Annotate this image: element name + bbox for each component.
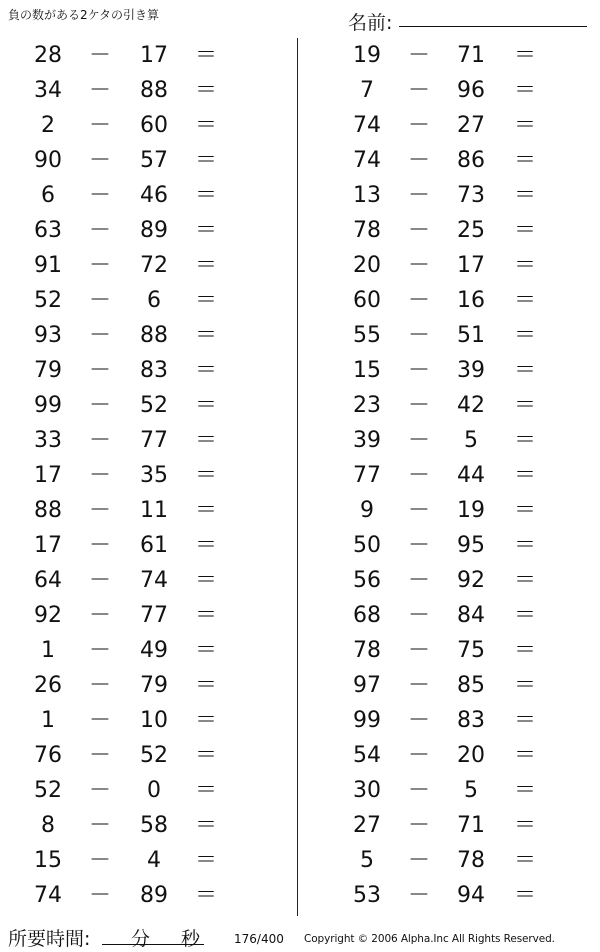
subtrahend: 60 [140,113,168,138]
minus-sign: － [88,113,111,138]
minus-sign: － [407,533,430,558]
minuend: 56 [353,568,381,593]
equals-sign: ＝ [194,183,217,208]
subtrahend: 49 [140,638,168,663]
equals-sign: ＝ [513,288,536,313]
equals-sign: ＝ [194,148,217,173]
minuend: 15 [353,358,381,383]
problem-row [0,633,280,668]
minus-sign: － [407,673,430,698]
subtrahend: 85 [457,673,485,698]
worksheet-title: 負の数がある2ケタの引き算 [8,8,160,22]
minus-sign: － [407,428,430,453]
equals-sign: ＝ [513,358,536,383]
subtrahend: 0 [147,778,161,803]
minus-sign: － [88,533,111,558]
problem-row [0,458,280,493]
subtrahend: 27 [457,113,485,138]
problem-row [319,563,599,598]
minus-sign: － [407,743,430,768]
minuend: 7 [360,78,374,103]
equals-sign: ＝ [513,533,536,558]
equals-sign: ＝ [194,463,217,488]
subtrahend: 17 [457,253,485,278]
minus-sign: － [407,498,430,523]
equals-sign: ＝ [513,603,536,628]
minuend: 33 [34,428,62,453]
minus-sign: － [88,148,111,173]
equals-sign: ＝ [194,778,217,803]
minus-sign: － [88,183,111,208]
problem-row [319,703,599,738]
equals-sign: ＝ [513,463,536,488]
name-blank-line [399,26,587,27]
minus-sign: － [407,638,430,663]
problem-row [0,73,280,108]
subtrahend: 77 [140,428,168,453]
equals-sign: ＝ [513,498,536,523]
minus-sign: － [88,603,111,628]
equals-sign: ＝ [194,253,217,278]
minuend: 17 [34,463,62,488]
problem-row [0,108,280,143]
minuend: 54 [353,743,381,768]
equals-sign: ＝ [194,603,217,628]
minuend: 19 [353,43,381,68]
equals-sign: ＝ [513,78,536,103]
minus-sign: － [407,78,430,103]
subtrahend: 89 [140,883,168,908]
problem-row [0,773,280,808]
subtrahend: 74 [140,568,168,593]
copyright-text: Copyright © 2006 Alpha.Inc All Rights Reserved. [304,933,555,945]
problem-row [0,283,280,318]
subtrahend: 96 [457,78,485,103]
minuend: 13 [353,183,381,208]
minus-sign: － [407,148,430,173]
minuend: 99 [353,708,381,733]
problem-row [319,353,599,388]
minuend: 9 [360,498,374,523]
minus-sign: － [407,323,430,348]
time-required-label: 所要時間: [8,928,91,950]
minuend: 74 [353,148,381,173]
minus-sign: － [407,253,430,278]
equals-sign: ＝ [194,428,217,453]
equals-sign: ＝ [194,323,217,348]
problem-row [319,213,599,248]
problem-row [319,108,599,143]
problem-row [319,38,599,73]
minuend: 63 [34,218,62,243]
equals-sign: ＝ [513,568,536,593]
problem-row [319,178,599,213]
minuend: 17 [34,533,62,558]
minuend: 88 [34,498,62,523]
minus-sign: － [407,218,430,243]
minuend: 93 [34,323,62,348]
problem-row [0,318,280,353]
equals-sign: ＝ [513,148,536,173]
minuend: 20 [353,253,381,278]
minus-sign: － [88,498,111,523]
subtrahend: 11 [140,498,168,523]
right-problem-column [319,38,599,913]
equals-sign: ＝ [513,883,536,908]
equals-sign: ＝ [194,43,217,68]
problem-row [319,283,599,318]
minus-sign: － [407,393,430,418]
problem-row [0,178,280,213]
equals-sign: ＝ [194,358,217,383]
subtrahend: 58 [140,813,168,838]
minuend: 26 [34,673,62,698]
equals-sign: ＝ [513,253,536,278]
subtrahend: 95 [457,533,485,558]
subtrahend: 77 [140,603,168,628]
minus-sign: － [88,673,111,698]
equals-sign: ＝ [513,113,536,138]
subtrahend: 6 [147,288,161,313]
minuend: 78 [353,218,381,243]
minus-sign: － [407,288,430,313]
problem-row [319,773,599,808]
equals-sign: ＝ [194,288,217,313]
subtrahend: 92 [457,568,485,593]
problem-row [319,878,599,913]
subtrahend: 52 [140,743,168,768]
minus-sign: － [407,883,430,908]
subtrahend: 83 [457,708,485,733]
subtrahend: 89 [140,218,168,243]
equals-sign: ＝ [194,708,217,733]
minus-sign: － [88,428,111,453]
minus-sign: － [88,638,111,663]
equals-sign: ＝ [513,638,536,663]
minus-sign: － [88,848,111,873]
minus-sign: － [88,78,111,103]
equals-sign: ＝ [194,113,217,138]
equals-sign: ＝ [194,743,217,768]
equals-sign: ＝ [194,393,217,418]
minus-sign: － [407,463,430,488]
minuend: 90 [34,148,62,173]
minuend: 99 [34,393,62,418]
minuend: 15 [34,848,62,873]
minus-sign: － [407,183,430,208]
equals-sign: ＝ [194,568,217,593]
minuend: 50 [353,533,381,558]
minus-sign: － [407,603,430,628]
problem-row [319,808,599,843]
subtrahend: 79 [140,673,168,698]
minuend: 30 [353,778,381,803]
minus-sign: － [88,43,111,68]
minuend: 78 [353,638,381,663]
minuend: 74 [34,883,62,908]
problem-row [0,143,280,178]
problem-row [0,668,280,703]
equals-sign: ＝ [194,673,217,698]
problem-row [319,528,599,563]
problem-row [0,423,280,458]
minuend: 28 [34,43,62,68]
problem-row [319,388,599,423]
subtrahend: 52 [140,393,168,418]
equals-sign: ＝ [513,813,536,838]
subtrahend: 75 [457,638,485,663]
problem-row [319,738,599,773]
subtrahend: 44 [457,463,485,488]
problem-row [319,248,599,283]
minuend: 91 [34,253,62,278]
equals-sign: ＝ [513,743,536,768]
minuend: 39 [353,428,381,453]
minuend: 5 [360,848,374,873]
equals-sign: ＝ [513,673,536,698]
equals-sign: ＝ [513,218,536,243]
subtrahend: 71 [457,813,485,838]
problem-row [0,248,280,283]
minuend: 23 [353,393,381,418]
minus-sign: － [88,463,111,488]
subtrahend: 73 [457,183,485,208]
subtrahend: 88 [140,323,168,348]
problem-row [0,213,280,248]
column-divider [297,38,298,916]
problem-row [0,703,280,738]
minus-sign: － [88,568,111,593]
subtrahend: 17 [140,43,168,68]
footer [0,924,600,952]
minus-sign: － [407,358,430,383]
minus-sign: － [407,708,430,733]
problem-row [0,738,280,773]
minuend: 52 [34,778,62,803]
subtrahend: 5 [464,428,478,453]
problem-row [319,843,599,878]
subtrahend: 94 [457,883,485,908]
minus-sign: － [88,393,111,418]
seconds-label: 秒 [181,928,201,950]
problem-row [319,458,599,493]
minuend: 1 [41,638,55,663]
problem-row [0,808,280,843]
problem-row [0,843,280,878]
equals-sign: ＝ [194,218,217,243]
problem-row [319,73,599,108]
minuend: 27 [353,813,381,838]
minuend: 8 [41,813,55,838]
subtrahend: 39 [457,358,485,383]
equals-sign: ＝ [513,323,536,348]
subtrahend: 16 [457,288,485,313]
minus-sign: － [88,323,111,348]
minuend: 60 [353,288,381,313]
minuend: 53 [353,883,381,908]
minuend: 55 [353,323,381,348]
problem-row [0,493,280,528]
subtrahend: 86 [457,148,485,173]
minuend: 68 [353,603,381,628]
minuend: 1 [41,708,55,733]
problem-row [319,318,599,353]
problem-row [0,388,280,423]
minuend: 92 [34,603,62,628]
minus-sign: － [88,253,111,278]
subtrahend: 88 [140,78,168,103]
minutes-label: 分 [131,928,151,950]
minuend: 77 [353,463,381,488]
minuend: 97 [353,673,381,698]
subtrahend: 25 [457,218,485,243]
minus-sign: － [407,778,430,803]
minus-sign: － [88,288,111,313]
minuend: 6 [41,183,55,208]
problem-row [0,38,280,73]
minuend: 76 [34,743,62,768]
problem-row [319,143,599,178]
subtrahend: 4 [147,848,161,873]
minuend: 2 [41,113,55,138]
minuend: 79 [34,358,62,383]
minus-sign: － [407,113,430,138]
equals-sign: ＝ [513,393,536,418]
equals-sign: ＝ [194,78,217,103]
subtrahend: 51 [457,323,485,348]
subtrahend: 61 [140,533,168,558]
subtrahend: 57 [140,148,168,173]
equals-sign: ＝ [194,813,217,838]
name-label: 名前: [348,12,393,34]
problem-row [319,668,599,703]
equals-sign: ＝ [194,883,217,908]
subtrahend: 19 [457,498,485,523]
problem-row [319,598,599,633]
subtrahend: 42 [457,393,485,418]
minus-sign: － [88,743,111,768]
problem-row [0,563,280,598]
minus-sign: － [407,813,430,838]
subtrahend: 46 [140,183,168,208]
subtrahend: 10 [140,708,168,733]
minuend: 52 [34,288,62,313]
minus-sign: － [88,218,111,243]
problem-row [319,633,599,668]
minus-sign: － [407,568,430,593]
problem-row [0,878,280,913]
left-problem-column [0,38,280,913]
subtrahend: 35 [140,463,168,488]
equals-sign: ＝ [513,848,536,873]
problem-row [0,353,280,388]
subtrahend: 5 [464,778,478,803]
problem-row [0,598,280,633]
equals-sign: ＝ [513,428,536,453]
minus-sign: － [88,883,111,908]
minus-sign: － [88,708,111,733]
minuend: 74 [353,113,381,138]
subtrahend: 84 [457,603,485,628]
equals-sign: ＝ [513,708,536,733]
subtrahend: 71 [457,43,485,68]
equals-sign: ＝ [513,183,536,208]
page-number: 176/400 [234,932,284,946]
problem-row [319,493,599,528]
minus-sign: － [88,358,111,383]
equals-sign: ＝ [194,848,217,873]
subtrahend: 83 [140,358,168,383]
minus-sign: － [88,778,111,803]
equals-sign: ＝ [513,43,536,68]
problem-row [319,423,599,458]
equals-sign: ＝ [194,638,217,663]
equals-sign: ＝ [513,778,536,803]
minuend: 34 [34,78,62,103]
minus-sign: － [407,848,430,873]
subtrahend: 20 [457,743,485,768]
equals-sign: ＝ [194,533,217,558]
minus-sign: － [407,43,430,68]
subtrahend: 78 [457,848,485,873]
minuend: 64 [34,568,62,593]
problem-row [0,528,280,563]
equals-sign: ＝ [194,498,217,523]
minus-sign: － [88,813,111,838]
subtrahend: 72 [140,253,168,278]
